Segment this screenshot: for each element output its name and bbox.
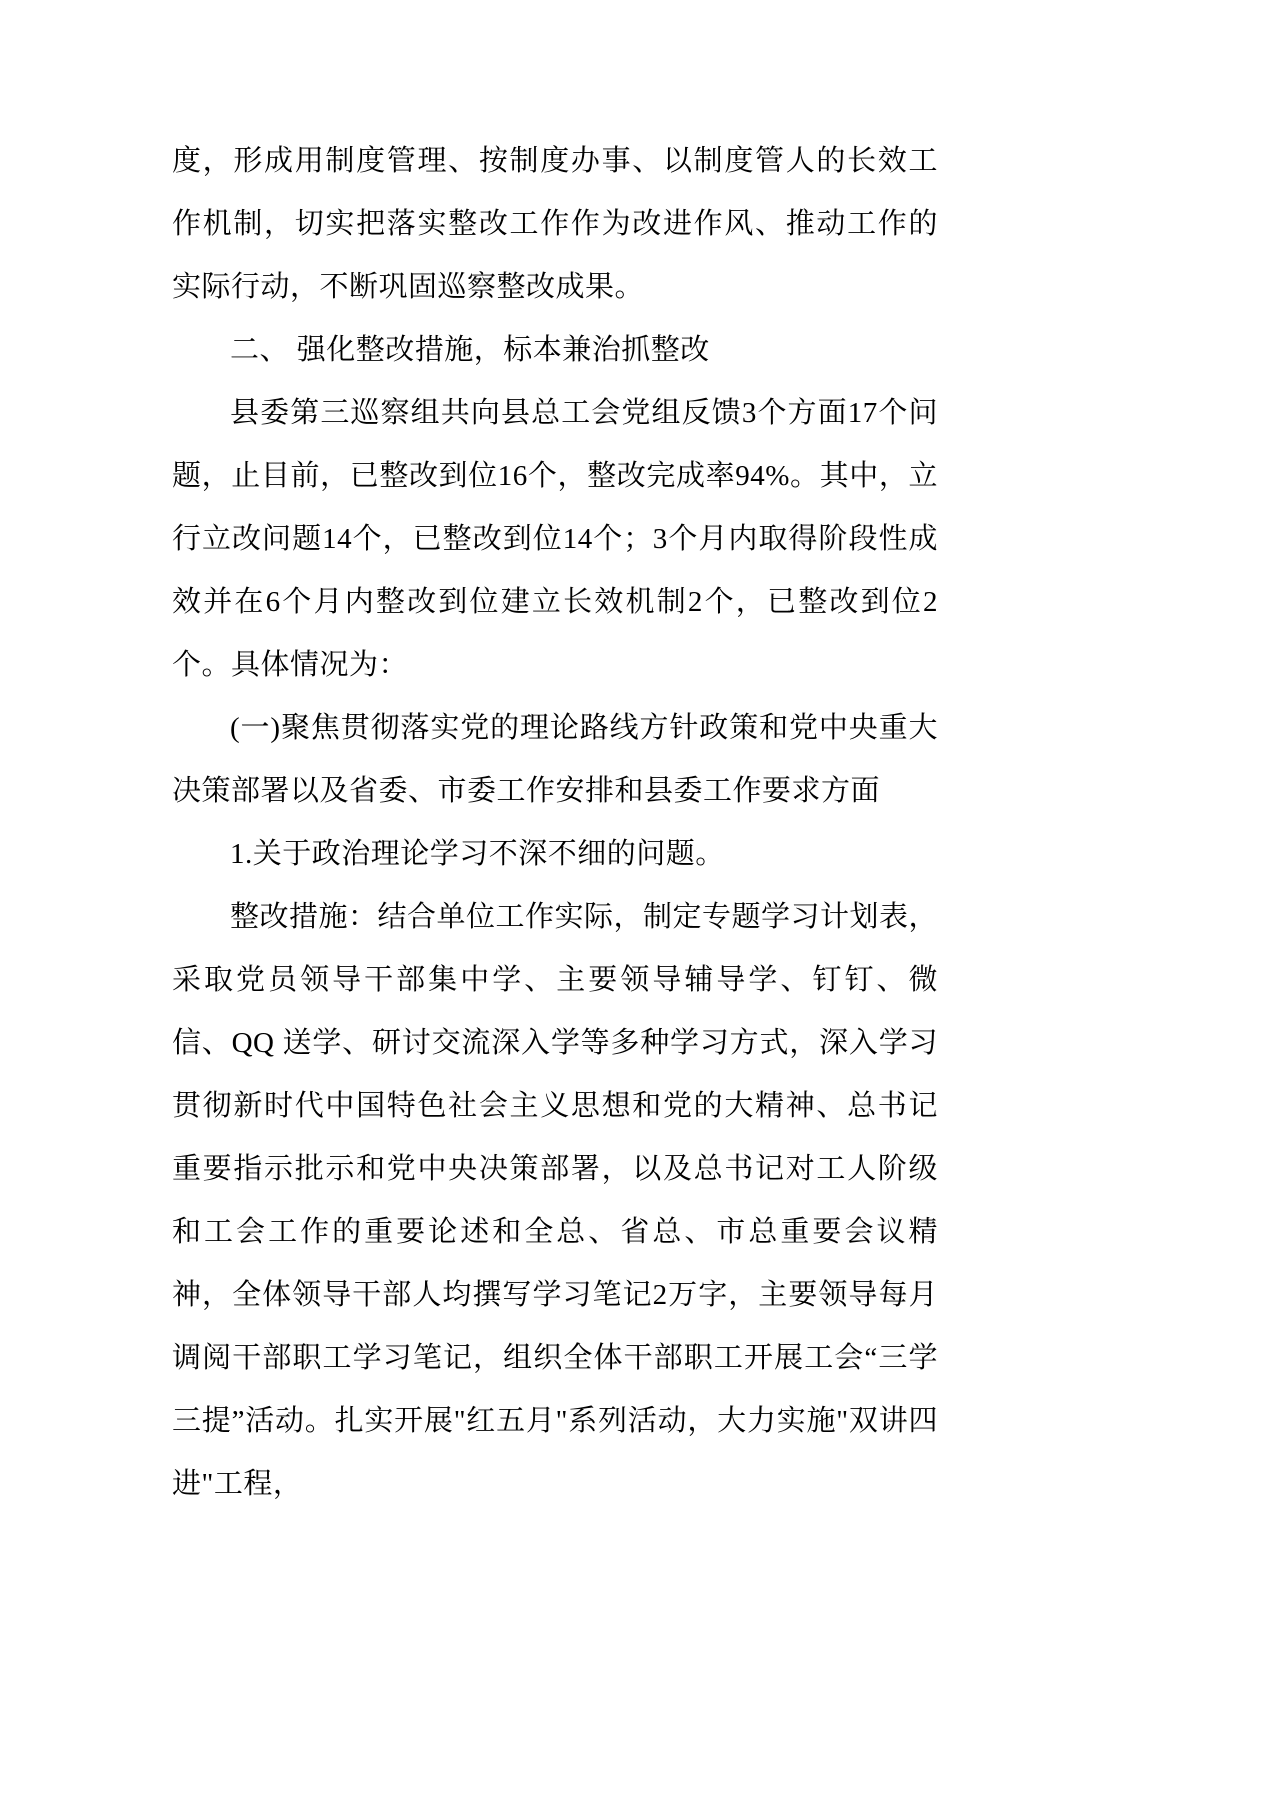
paragraph: 整改措施：结合单位工作实际，制定专题学习计划表，采取党员领导干部集中学、主要领导辅导学、钉钉、微信、QQ 送学、研讨交流深入学等多种学习方式，深入学习贯彻新时代中国特色社会主义思想和党的大精神、总书记重要指示批示和党中央决策部署，以及总书记对工人阶级和工会工作的重要论述和全总、省总、市总重要会议精神，全体领导干部人均撰写学习笔记2万字，主要领导每月调阅干部职工学习笔记，组织全体干部职工开展工会“三学三提”活动。扎实开展"红五月"系列活动，大力实施"双讲四进"工程， — [172, 901, 939, 1500]
document-body — [172, 130, 938, 1516]
paragraph: (一)聚焦贯彻落实党的理论路线方针政策和党中央重大决策部署以及省委、市委工作安排和县委工作要求方面 — [172, 712, 938, 807]
paragraph: 度，形成用制度管理、按制度办事、以制度管人的长效工作机制，切实把落实整改工作作为改进作风、推动工作的实际行动，不断巩固巡察整改成果。 — [172, 145, 938, 303]
paragraph: 1.关于政治理论学习不深不细的问题。 — [230, 838, 725, 870]
section-heading: 二、 强化整改措施，标本兼治抓整改 — [230, 334, 710, 366]
paragraph: 县委第三巡察组共向县总工会党组反馈3个方面17个问题，止目前，已整改到位16个，整改完成率94%。其中，立行立改问题14个，已整改到位14个；3个月内取得阶段性成效并在6个月内整改到位建立长效机制2个，已整改到位2个。具体情况为： — [172, 397, 938, 681]
